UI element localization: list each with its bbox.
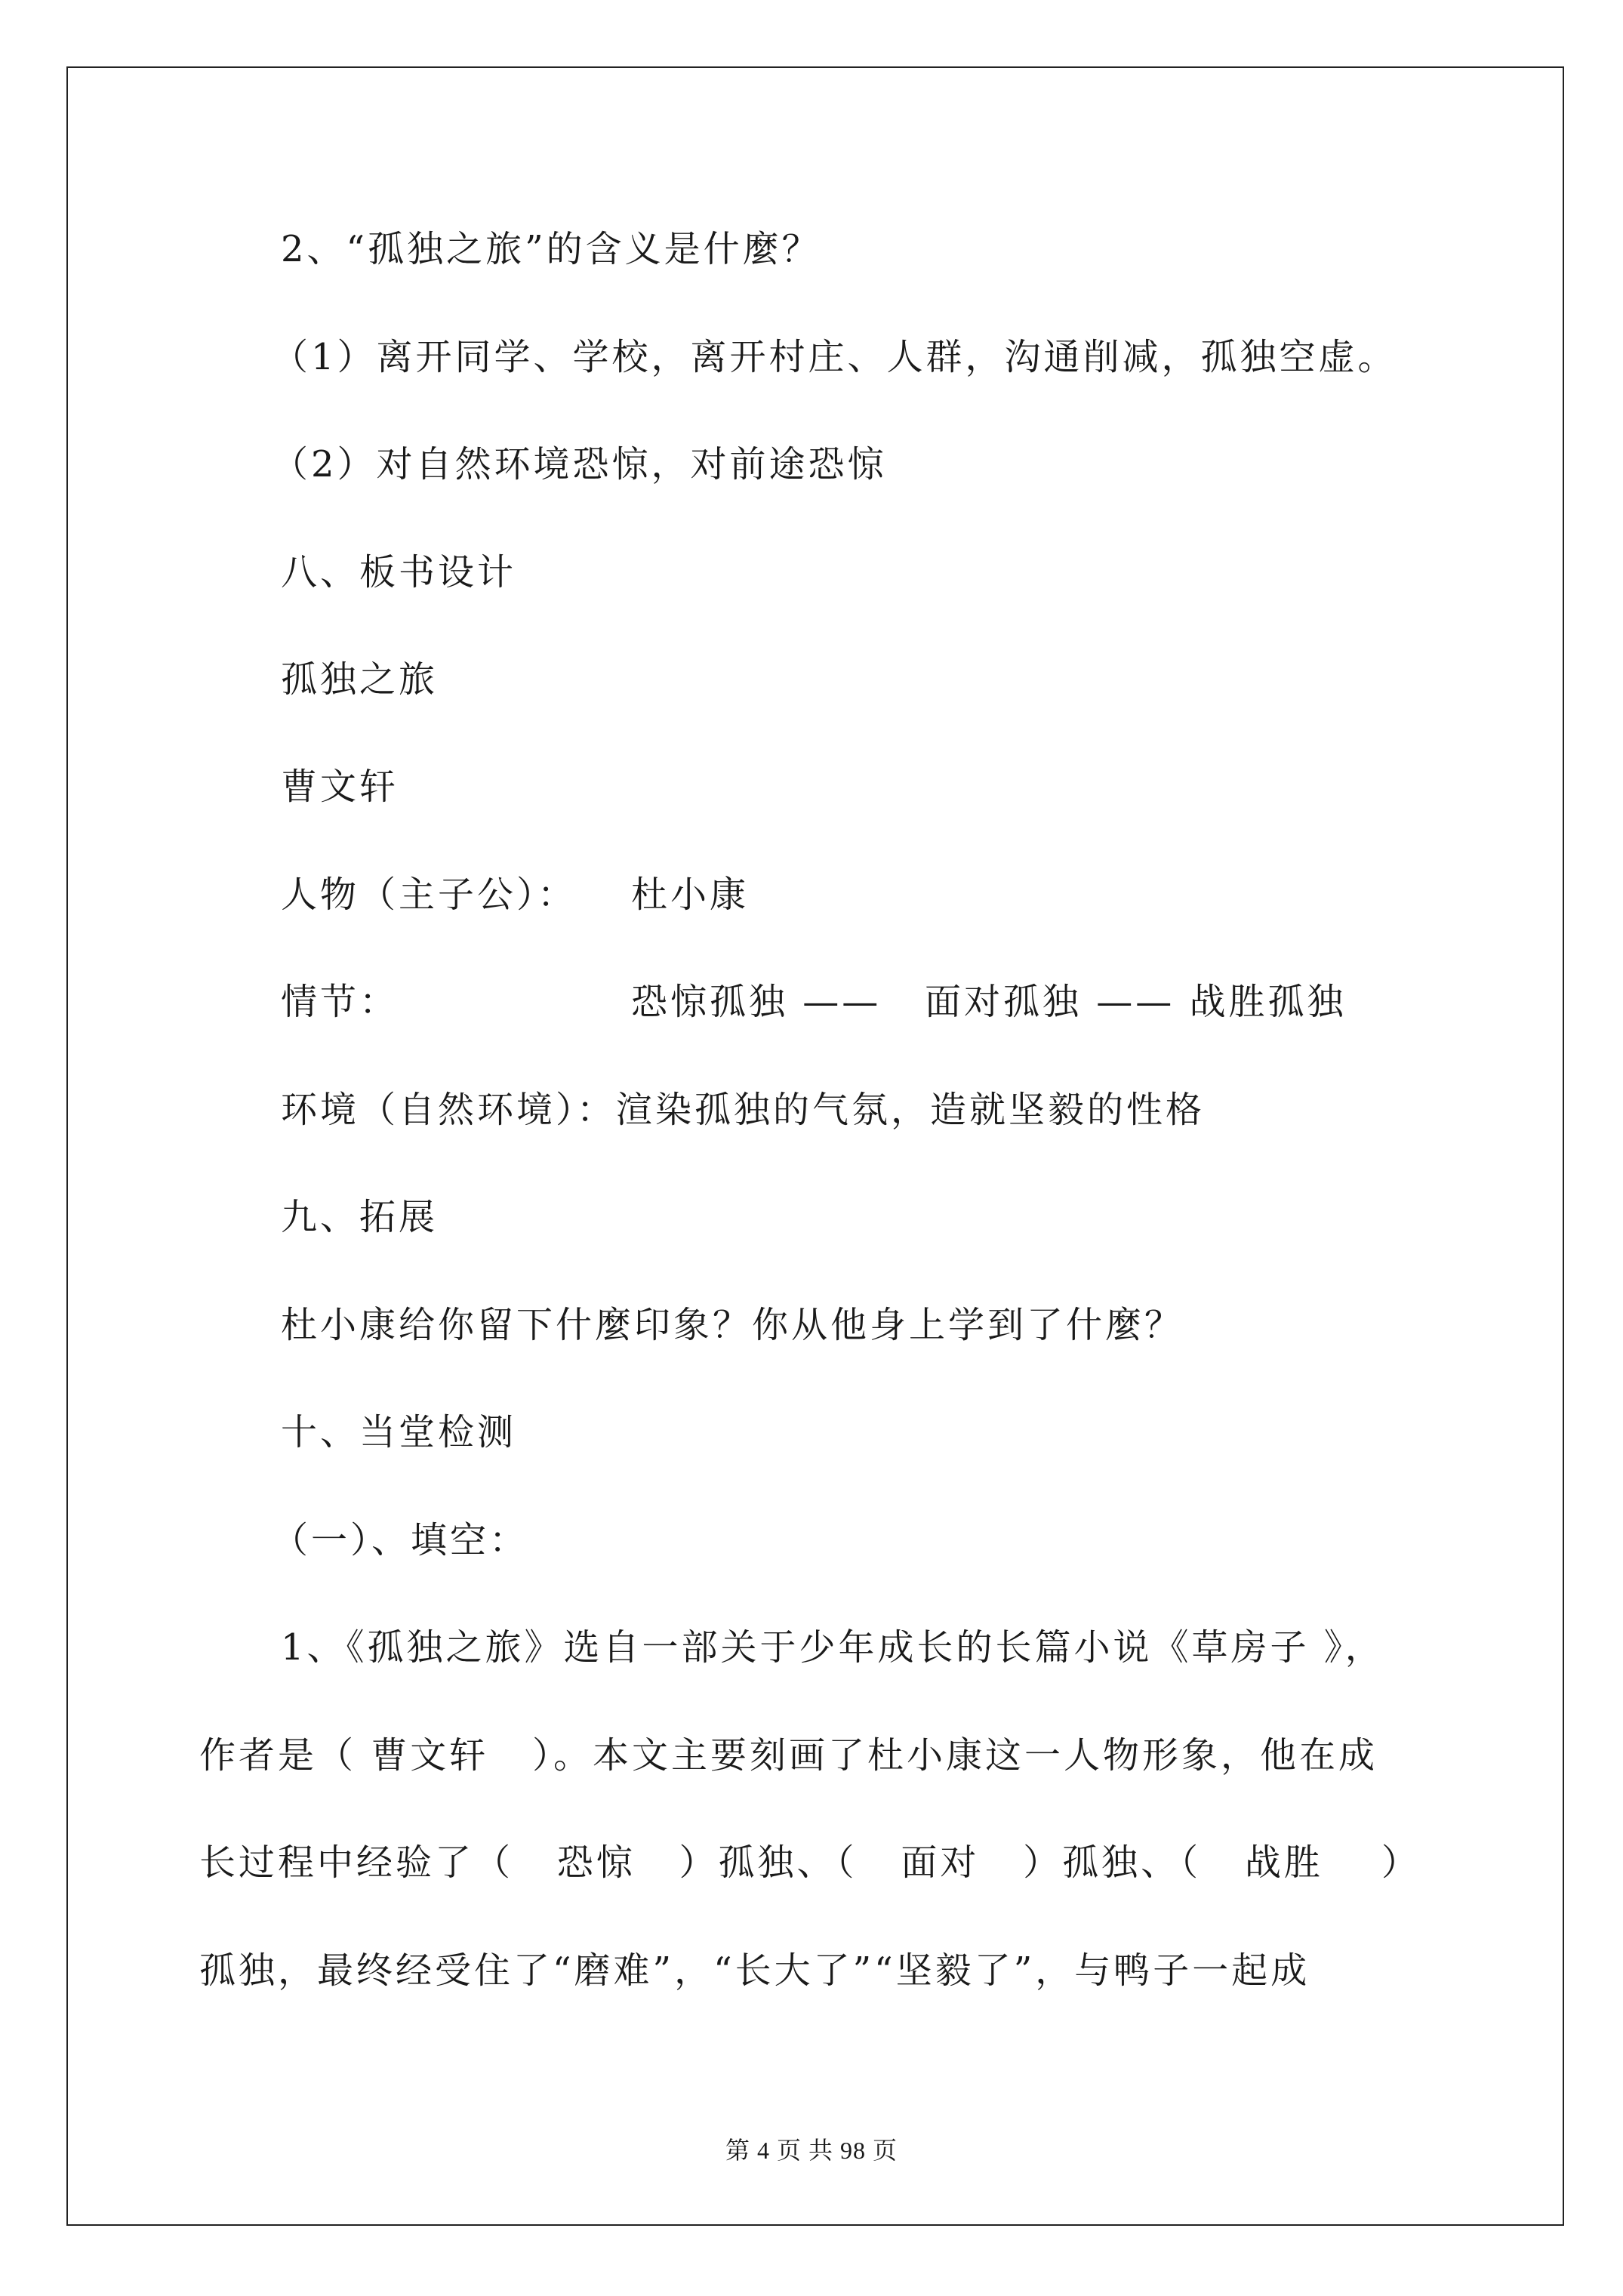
board-environment: 环境（自然环境）：渲染孤独的气氛，造就坚毅的性格 bbox=[281, 1089, 1206, 1131]
question-2-answer-1: （1）离开同学、学校，离开村庄、人群，沟通削减，孤独空虚。 bbox=[272, 336, 1397, 378]
fill-in-heading: （一）、填空： bbox=[272, 1519, 529, 1561]
question-2: 2、“孤独之旅”的含义是什麼？ bbox=[281, 228, 821, 270]
fill-in-line-1: 1、《孤独之旅》选自一部关于少年成长的长篇小说《草房子 》， bbox=[281, 1626, 1384, 1669]
board-title: 孤独之旅 bbox=[281, 658, 439, 701]
board-plot-label: 情节： bbox=[281, 981, 399, 1023]
section-9-heading: 九、拓展 bbox=[281, 1196, 439, 1238]
fill-in-line-4: 孤独，最终经受住了“磨难”，“长大了”“坚毅了”，与鸭子一起成 bbox=[199, 1949, 1310, 1992]
board-character-label: 人物（主子公）： bbox=[281, 874, 577, 916]
question-2-answer-2: （2）对自然环境恐惊，对前途恐惊 bbox=[272, 443, 887, 485]
fill-in-line-3: 长过程中经验了（ 恐惊 ）孤独、（ 面对 ）孤独、（ 战胜 ） bbox=[199, 1841, 1421, 1884]
fill-in-line-2: 作者是（ 曹文轩 ）。本文主要刻画了杜小康这一人物形象，他在成 bbox=[199, 1734, 1378, 1777]
section-10-heading: 十、当堂检测 bbox=[281, 1411, 517, 1453]
board-author: 曹文轩 bbox=[281, 766, 399, 808]
board-character-value: 杜小康 bbox=[631, 874, 750, 916]
page-border bbox=[66, 66, 1564, 2226]
section-9-question: 杜小康给你留下什麼印象？你从他身上学到了什麼？ bbox=[281, 1304, 1184, 1346]
board-plot-value: 恐惊孤独 —— 面对孤独 —— 战胜孤独 bbox=[631, 981, 1347, 1023]
page-number: 第 4 页 共 98 页 bbox=[725, 2137, 898, 2164]
section-8-heading: 八、板书设计 bbox=[281, 551, 517, 593]
